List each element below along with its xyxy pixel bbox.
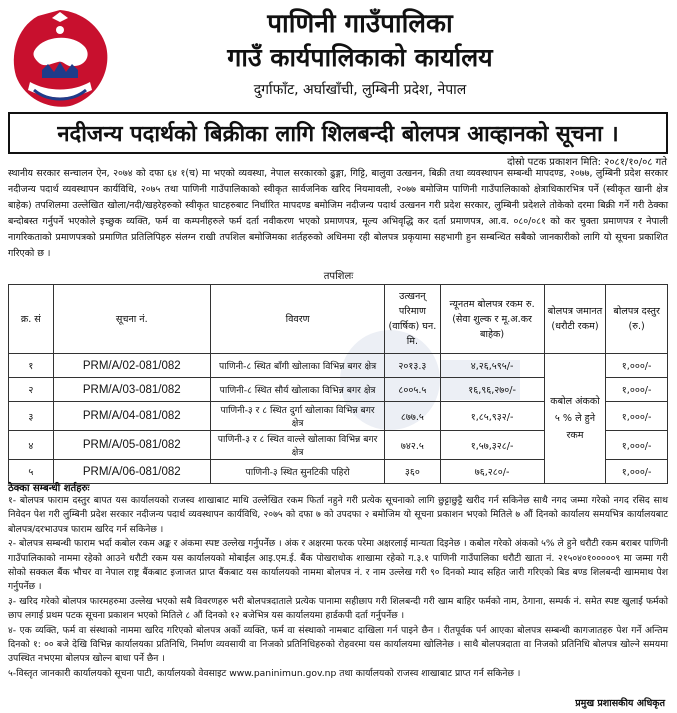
notice-title: नदीजन्य पदार्थको बिक्रीका लागि शिलबन्दी बोलपत्र आव्हानको सूचना । xyxy=(8,112,668,154)
term-item: २- बोलपत्र सम्बन्धी फाराम भर्दा कबोल रकम अङ्क र अंकमा स्पष्ट उल्लेख गर्नुपर्नेछ । अंक र अक्षरमा फरक परेमा अक्षरलाई मान्यता दिइनेछ । कबोल गरेको अंकको ५% ले हुने धरौटी रकम बराबर पाणिनी गाउँपालिकाको नाममा रहेको आउने धरौटी रकम यस कार्यालयको मोबाईल आइ.एम.ई. बैंक पोखराधोक शाखामा रहेको ग.३.१ पाणिनी गाउँपालिका धरौटी खाता नं. २१५०४०१०००००९ मा जम्मा गरी सोको सक्कल बैंक भौचर वा नेपाल राष्ट्र बैंकबाट इजाजत प्राप्त बैंकबाट यस कार्यालयको नाममा बोलपत्र नं. र नाम उल्लेख गरी ९० दिनको म्याद सहित जारी गरिएको बिड बण्ड शिलबन्दी खाममाथ पेश गर्नुपर्नेछ । xyxy=(8,538,668,593)
bid-table xyxy=(8,284,668,484)
cell-quantity: ७४२.५ xyxy=(385,431,440,460)
cell-bid-fee: १,०००/- xyxy=(606,460,668,484)
col-quantity: उत्खनन् परिमाण (वार्षिक) घन. मि. xyxy=(385,285,440,354)
cell-serial: ५ xyxy=(9,460,54,484)
cell-bid-fee: १,०००/- xyxy=(606,431,668,460)
terms-list xyxy=(8,494,668,681)
office-name: गाउँ कार्यपालिकाको कार्यालय xyxy=(227,43,493,72)
cell-min-amount: १६,९६,२७०/- xyxy=(440,378,544,402)
terms-heading: ठेक्का सम्बन्धी शर्तहरुः xyxy=(8,483,90,494)
cell-notice-no: PRM/A/05-081/082 xyxy=(53,431,210,460)
term-item: ४- एक व्यक्ति, फर्म वा संस्थाको नाममा खरिद गरिएको बोलपत्र अर्को व्यक्ति, फर्म वा संस्थाको नामबाट दाखिला गर्न पाइने छैन । रीतपूर्वक पर्न आएका बोलपत्र सम्बन्धी कागजातहरु पेश गर्ने अन्तिम दिनको १: ०० बजे देखि विभिन्न कार्यालयका प्रतिनिधि, निर्माण व्यवसायी वा निजको प्रतिनिधिहरुको रोहवरमा यस कार्यालयमा खोलिनेछ । साथै बोलपत्रदाता वा निजको प्रतिनिधि बोलपत्र खोल्ने समयमा उपस्थित नभएमा बोलपत्र खोल्न बाधा पर्ने छैन । xyxy=(8,624,668,665)
cell-min-amount: ७६,२८०/- xyxy=(440,460,544,484)
cell-notice-no: PRM/A/02-081/082 xyxy=(53,354,210,378)
cell-quantity: ३६० xyxy=(385,460,440,484)
cell-bid-security: कबोल अंकको ५ % ले हुने रकम xyxy=(544,354,606,484)
publication-date: दोस्रो पटक प्रकाशन मिति: २०८१/१०/०८ गते xyxy=(507,157,667,168)
term-item: ३- खरिद गरेको बोलपत्र फारमहरुमा उल्लेख भएको सबै विवरणहरु भरी बोलपत्रदाताले प्रत्येक पानामा सहीछाप गरी शिलबन्दी गरी खाम बाहिर फर्मको नाम, ठेगाना, सम्पर्क नं. समेत स्पष्ट खुलाई फर्मको छाप लगाई प्रथम पटक सूचना प्रकाशन भएको मितिले ८ औं दिनको १२ बजेभित्र यस कार्यालयमा हार्डकपी दर्ता गर्नुपर्नेछ । xyxy=(8,595,668,622)
cell-min-amount: ४,२६,५९५/- xyxy=(440,354,544,378)
col-notice-no: सूचना नं. xyxy=(53,285,210,354)
cell-min-amount: १,८५,९३२/- xyxy=(440,402,544,431)
cell-bid-fee: १,०००/- xyxy=(606,354,668,378)
cell-notice-no: PRM/A/06-081/082 xyxy=(53,460,210,484)
cell-description: पाणिनी-८ स्थित बाँगी खोलाका विभिन्न बगर क्षेत्र xyxy=(210,354,384,378)
col-min-amount: न्यूनतम बोलपत्र रकम रु. (सेवा शुल्क र मू.अ.कर बाहेक) xyxy=(440,285,544,354)
office-address: दुर्गाफाँट, अर्घाखाँची, लुम्बिनी प्रदेश, नेपाल xyxy=(253,82,467,98)
cell-serial: ४ xyxy=(9,431,54,460)
cell-serial: २ xyxy=(9,378,54,402)
cell-bid-fee: १,०००/- xyxy=(606,378,668,402)
cell-min-amount: १,५७,३२८/- xyxy=(440,431,544,460)
cell-description: पाणिनी-८ स्थित सौर्य खोलाका विभिन्न बगर क्षेत्र xyxy=(210,378,384,402)
cell-quantity: ८००५.५ xyxy=(385,378,440,402)
cell-notice-no: PRM/A/03-081/082 xyxy=(53,378,210,402)
intro-paragraph: स्थानीय सरकार सन्चालन ऐन, २०७४ को दफा ६४ १(च) मा भएको व्यवस्था, नेपाल सरकारको ढुङ्गा, गिट्टि, बालुवा उत्खनन, बिक्री तथा व्यवस्थापन सम्बन्धी मापदण्ड, २०७७, लुम्बिनी प्रदेश सरकार नदीजन्य पदार्थ व्यवस्थापन कार्यविधि, २०७५ तथा पाणिनी गाउँपालिकाको स्वीकृत सार्वजनिक खरिद नियमावली, २०७७ बमोजिम पाणिनी गाउँपालिकाको क्षेत्राधिकारभित्र पर्ने (स्वीकृत खानी क्षेत्र बाहेक) तपशिलमा उल्लेखित खोला/नदी/खहरेहरुको स्वीकृत घाटहरुबाट निर्धारित मापदण्ड बमोजिम नदीजन्य पदार्थ उत्खनन गरी प्रदेश सरकार, लुम्बिनी प्रदेशले तोकेको दरमा बिक्री गर्ने गरी ठेक्का बन्दोबस्त गर्नुपर्ने भएकोले इच्छुक व्यक्ति, फर्म वा कम्पनीहरुले फर्म दर्ता नवीकरण भएको प्रमाणपत्र, मूल्य अभिवृद्धि कर दर्ता प्रमाणपत्र, आ.व. ०८०/०८१ को कर चुक्ता प्रमाणपत्र र नेपाली नागरिकताको प्रमाणपत्रको प्रमाणित प्रतिलिपिहरु संलग्न राखी तपशिल बमोजिमका शर्तहरुको अधिनमा रही बोलपत्र प्रकृयामा सहभागी हुन सम्बन्धित सबैको जानकारीको लागि यो सूचना प्रकाशित गरिएको छ । xyxy=(8,168,668,259)
cell-description: पाणिनी-३ स्थित सुनटिकी पहिरो xyxy=(210,460,384,484)
col-serial: क्र. सं xyxy=(9,285,54,354)
table-header-row xyxy=(9,285,668,354)
cell-serial: १ xyxy=(9,354,54,378)
cell-notice-no: PRM/A/04-081/082 xyxy=(53,402,210,431)
cell-quantity: २०१३.३ xyxy=(385,354,440,378)
cell-serial: ३ xyxy=(9,402,54,431)
nepal-government-emblem-icon xyxy=(8,6,112,110)
col-bid-fee: बोलपत्र दस्तुर (रु.) xyxy=(606,285,668,354)
schedule-label: तपशिलः xyxy=(323,271,354,282)
col-bid-security: बोलपत्र जमानत (धरौटी रकम) xyxy=(544,285,606,354)
cell-quantity: ८७७.५ xyxy=(385,402,440,431)
cell-description: पाणिनी-३ र ८ स्थित वाल्ले खोलाका विभिन्न बगर क्षेत्र xyxy=(210,431,384,460)
term-item: ५-विस्तृत जानकारी कार्यालयको सूचना पाटी, कार्यालयको वेवसाइट www.paninimun.gov.np तथा कार्यालयको राजस्व शाखाबाट प्राप्त गर्न सकिनेछ । xyxy=(8,667,521,679)
term-item: १- बोलपत्र फाराम दस्तुर बापत यस कार्यालयको राजस्व शाखाबाट माथि उल्लेखित रकम फिर्ता नहुने गरी प्रत्येक सूचनाको लागि छुट्टाछुट्टै खरीद गर्न सकिनेछ साथै नगद जम्मा गरेको नगद रसिद साथ निवेदन पेश गरी लुम्बिनी प्रदेश सरकार नदीजन्य पदार्थ व्यवस्थापन कार्यविधि, २०७५ को दफा ७ को उपदफा २ बमोजिम यो सूचना प्रकाशन भएको मितिले ७ औं दिनको कार्यालय समयभित्र कार्यालयबाट बोलपत्र/दरभाउपत्र फाराम खरिद गर्न सकिनेछ । xyxy=(8,495,668,535)
municipality-name: पाणिनी गाउँपालिका xyxy=(267,9,453,39)
table-row xyxy=(9,354,668,378)
cell-description: पाणिनी-३ र ८ स्थित दुर्गा खोलाका विभिन्न बगर क्षेत्र xyxy=(210,402,384,431)
col-description: विवरण xyxy=(210,285,384,354)
cell-bid-fee: १,०००/- xyxy=(606,402,668,431)
signature-title: प्रमुख प्रशासकीय अधिकृत xyxy=(575,698,665,709)
